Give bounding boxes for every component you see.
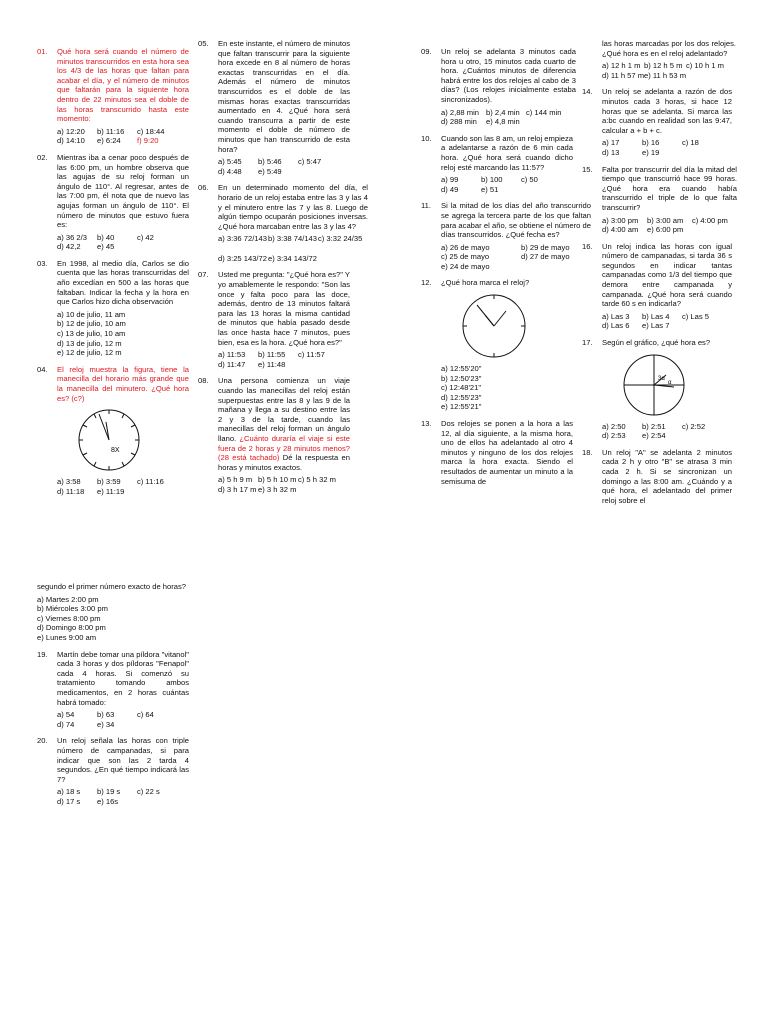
option[interactable]: c) Las 5 [682, 311, 710, 321]
option[interactable]: e) 19 [642, 147, 660, 157]
option[interactable]: e) 34 [97, 719, 115, 729]
option[interactable]: a) Martes 2:00 pm [37, 594, 99, 604]
column-1-lower [37, 582, 189, 813]
option[interactable]: e) Lunes 9:00 am [37, 632, 97, 642]
option[interactable]: c) 22 s [137, 787, 160, 797]
question-number: 07. [198, 270, 209, 280]
question-number: 19. [37, 649, 48, 659]
question-number: 18. [582, 447, 593, 457]
option[interactable]: e) 11 h 53 m [644, 70, 687, 80]
question-number: 05. [198, 39, 209, 48]
option[interactable]: a) 2,88 min [441, 107, 479, 117]
option[interactable]: c) 64 [137, 710, 154, 720]
question-19 [37, 650, 189, 730]
question-20 [37, 736, 189, 806]
question-number: 01. [37, 47, 48, 56]
question-number: 15. [582, 164, 593, 174]
option[interactable]: e) 6:24 [97, 136, 121, 146]
question-text: El reloj muestra la figura, tiene la manecilla del horario más grande que la manecilla del minutero. ¿Qué hora es? (c?) [57, 364, 189, 403]
answer-options [602, 138, 732, 157]
question-13-continued [582, 39, 736, 80]
option[interactable]: a) 99 [441, 175, 459, 185]
option[interactable]: d) 74 [57, 719, 75, 729]
option[interactable]: c) 5 h 32 m [298, 475, 336, 485]
option[interactable]: d) 42,2 [57, 242, 81, 252]
question-text: Un reloj se adelanta a razón de dos minutos cada 3 horas, si hace 12 horas que se adelanta. Si marca las a:bc cuando en realidad son las 9:47, calcular a + b + c. [602, 87, 732, 135]
option[interactable]: a) 3:36 72/143 [218, 234, 267, 244]
question-17 [582, 338, 732, 441]
question-number: 14. [582, 87, 593, 97]
question-16 [582, 242, 732, 331]
answer-options [441, 243, 591, 272]
question-08 [198, 376, 350, 494]
option[interactable]: a) 3:00 pm [602, 215, 639, 225]
option[interactable]: a) 26 de mayo [441, 242, 490, 252]
question-15 [582, 164, 737, 235]
option[interactable]: a) 12:20 [57, 126, 85, 136]
question-text: Un reloj señala las horas con triple número de campanadas, si para indicar que son las 2 tarda 4 segundos. ¿En qué tiempo indicará las 7? [57, 736, 189, 784]
column-2 [198, 39, 368, 502]
question-number: 13. [421, 419, 432, 429]
answer-options [57, 127, 189, 146]
question-01 [37, 47, 189, 146]
question-number: 09. [421, 47, 432, 56]
option[interactable]: a) 12:55'20" [441, 364, 482, 374]
question-number: 20. [37, 736, 48, 746]
option[interactable]: a) 36 2/3 [57, 232, 87, 242]
option[interactable]: b) 11:55 [258, 350, 286, 360]
option[interactable]: d) 27 de mayo [521, 252, 570, 262]
question-07 [198, 270, 350, 369]
question-text: Martín debe tomar una píldora "vitanol" cada 3 horas y dos píldoras "Fenapol" cada 4 horas. Si comenzó su tratamiento tomando ambos medicamentos, en 2 horas cuántas habrá tomado: [57, 649, 189, 707]
option[interactable]: b) 3:38 74/143 [268, 234, 317, 244]
option[interactable]: a) 54 [57, 710, 75, 720]
question-text: Dos relojes se ponen a la hora a las 12, al día siguiente, a la misma hora, uno de ellos ha adelantado al otro 4 minutos y ninguno de los dos relojes marca la hora exacta. Siendo el resultados de aumentar un minuto a la semisuma de [441, 419, 573, 486]
option[interactable]: c) 18:44 [137, 126, 165, 136]
question-number: 08. [198, 376, 209, 386]
question-text: En un determinado momento del día, el horario de un reloj estaba entre las 3 y las 4 y el minutero entre las 7 y las 8. Luego de algún tiempo ocuparán posiciones inversas. ¿Qué hora marcaban entre las 3 y las 4? [218, 183, 368, 231]
option[interactable]: c) 4:00 pm [692, 215, 728, 225]
question-10 [421, 134, 573, 195]
option[interactable]: d) 11:18 [57, 486, 85, 496]
option[interactable]: a) 10 de julio, 11 am [57, 309, 126, 319]
option[interactable]: d) 4:48 [218, 166, 242, 176]
question-09 [421, 47, 576, 127]
option[interactable]: b) 2,4 min [486, 107, 520, 117]
option[interactable]: a) 5 h 9 m [218, 475, 253, 485]
question-05 [198, 39, 350, 176]
question-number: 12. [421, 278, 432, 288]
question-text-highlight: ¿Cuánto duraría el viaje si este fuera de 2 horas y 28 minutos menos? (28 está tachado) [218, 433, 350, 463]
column-4 [582, 39, 737, 512]
question-13 [421, 419, 573, 486]
option[interactable]: a) 5:45 [218, 157, 242, 167]
clock-label: 8X [111, 447, 120, 455]
question-number: 11. [421, 201, 431, 211]
question-text: Según el gráfico, ¿qué hora es? [602, 338, 711, 348]
option[interactable]: a) 12 h 1 m [602, 61, 641, 71]
option[interactable]: e) 2:54 [642, 431, 666, 441]
option[interactable]: f) 9:20 [137, 136, 159, 146]
option[interactable]: b) 5:46 [258, 157, 282, 167]
answer-options [57, 310, 189, 358]
option[interactable]: d) 3:25 143/72 [218, 253, 267, 263]
answer-options [602, 216, 737, 235]
question-number: 03. [37, 258, 48, 268]
question-text-part: Dé la respuesta en horas y minutos exactos. [218, 453, 350, 472]
column-1 [37, 47, 189, 503]
question-number: 16. [582, 241, 593, 251]
option[interactable]: c) 18 [682, 138, 699, 148]
option[interactable]: c) 10 h 1 m [686, 61, 724, 71]
answer-options [218, 157, 350, 176]
option[interactable]: a) 3:58 [57, 477, 81, 487]
option[interactable]: e) 24 de mayo [441, 261, 490, 271]
option[interactable]: b) 63 [97, 710, 115, 720]
option[interactable]: a) 2:50 [602, 421, 626, 431]
question-06 [198, 183, 368, 263]
option[interactable]: b) 100 [481, 175, 503, 185]
option[interactable]: c) 42 [137, 232, 154, 242]
question-number: 02. [37, 152, 48, 162]
question-text: En este instante, el número de minutos que faltan transcurrir para la siguiente hora excede en 8 al número de horas exactas transcurridas en el día. Además el número de minutos transcurridos es el doble de las mismas horas exactas transcurridas aumentado en 4. ¿Qué hora será cuando transcurra a partir de este momento el doble de número de minutos que han transcurrido de esta hora? [218, 39, 350, 154]
option[interactable]: b) Miércoles 3:00 pm [37, 604, 108, 614]
angle-label: 3α [658, 375, 665, 382]
option[interactable]: c) 2:52 [682, 421, 706, 431]
question-text: segundo el primer número exacto de horas? [37, 582, 187, 591]
option[interactable]: a) Las 3 [602, 311, 630, 321]
option[interactable]: d) 12:55'23" [441, 392, 482, 402]
option[interactable]: d) 11:47 [218, 359, 246, 369]
option[interactable]: c) 144 min [526, 107, 562, 117]
option[interactable]: c) 3:32 24/35 [318, 234, 363, 244]
question-14 [582, 87, 732, 157]
question-number: 17. [582, 338, 593, 348]
question-text: Cuando son las 8 am, un reloj empieza a adelantarse a razón de 6 min cada hora. ¿Qué hora será cuando dicho reloj esté marcando las 11:57? [441, 133, 573, 172]
option[interactable]: e) 45 [97, 242, 115, 252]
option[interactable]: c) 11:57 [298, 350, 325, 360]
answer-options [57, 787, 189, 806]
question-12 [421, 278, 573, 412]
option[interactable]: e) 51 [481, 184, 499, 194]
option[interactable]: d) 11 h 57 m [602, 70, 645, 80]
option[interactable]: d) Domingo 8:00 pm [37, 623, 106, 633]
option[interactable]: b) 3:00 am [647, 215, 684, 225]
option[interactable]: b) 12:50'23" [441, 373, 482, 383]
answer-options [602, 422, 732, 441]
option[interactable]: b) 11:16 [97, 126, 125, 136]
question-text: Usted me pregunta: "¿Qué hora es?" Y yo amablemente le respondo: "Son las once y falta poco para las doce, además, dentro de 13 minutos faltará para las 13 horas la misma cantidad de minutos que había pasado desde las once hasta hace 7 minutos, pues bien, esa es la hora. ¿Qué hora es?" [218, 270, 350, 347]
option[interactable]: d) 2:53 [602, 431, 626, 441]
option[interactable]: a) 17 [602, 138, 620, 148]
option[interactable]: c) 13 de julio, 10 am [57, 329, 126, 339]
option[interactable]: d) 14:10 [57, 136, 85, 146]
option[interactable]: b) 16 [642, 138, 660, 148]
option[interactable]: d) 13 [602, 147, 620, 157]
option[interactable]: b) 2:51 [642, 421, 666, 431]
answer-options [218, 234, 368, 263]
option[interactable]: c) 25 de mayo [441, 252, 490, 262]
option[interactable]: c) 50 [521, 175, 538, 185]
question-text: ¿Qué hora marca el reloj? [441, 278, 530, 288]
option[interactable]: c) 12:48'21" [441, 383, 482, 393]
answer-options [441, 175, 573, 194]
option[interactable]: e) 3:34 143/72 [268, 253, 317, 263]
option[interactable]: b) 12 de julio, 10 am [57, 319, 126, 329]
answer-options [57, 233, 189, 252]
option[interactable]: e) 11:48 [258, 359, 286, 369]
question-text: En 1998, al medio día, Carlos se dio cuenta que las horas transcurridas del año excedían en 500 a las horas que faltaban. Indicar la fecha y la hora en que Carlos hizo dicha observación [57, 258, 189, 307]
answer-options [57, 710, 189, 729]
answer-options [57, 477, 189, 496]
option[interactable]: e) 12:55'21" [441, 402, 482, 412]
answer-options [602, 61, 736, 80]
option[interactable]: e) Las 7 [642, 321, 670, 331]
answer-options [441, 108, 576, 127]
option[interactable]: e) 4,8 min [486, 117, 520, 127]
question-text: Falta por transcurrir del día la mitad del tiempo que transcurrió hace 99 horas. ¿Qué hora era cuando había transcurrido el triple de lo que falta transcurrir? [602, 164, 737, 212]
option[interactable]: d) 3 h 17 m [218, 484, 257, 494]
question-text-part: Una persona comienza un viaje cuando las manecillas del reloj están superpuestas entre las 8 y las 9 de la mañana y llega a su destino entre las 2 y 3 de la tarde, cuando las manecillas del reloj forman un ángulo llano. [218, 376, 350, 443]
answer-options [37, 595, 189, 643]
question-04 [37, 365, 189, 497]
question-number: 06. [198, 183, 209, 193]
option[interactable]: a) 11:53 [218, 350, 246, 360]
answer-options [602, 312, 732, 331]
option[interactable]: c) 11:16 [137, 477, 164, 487]
question-text: Un reloj se adelanta 3 minutos cada hora u otro, 15 minutos cada cuarto de hora. ¿Cuántos minutos de diferencia habrá entre los dos relojes al cabo de 3 días? (Los relojes inicialmente estaba sincronizados). [441, 47, 576, 104]
option[interactable]: c) Viernes 8:00 pm [37, 613, 101, 623]
question-text: Un reloj "A" se adelanta 2 minutos cada 2 h y otro "B" se atrasa 3 min cada 2 h. Si se sincronizan un domingo a las 8:00 am. ¿Cuándo y a qué hora, el adelantado del primer reloj sobre el [602, 447, 732, 505]
question-number: 04. [37, 364, 48, 374]
question-text: Mientras iba a cenar poco después de las 6:00 pm, un hombre observa que las agujas de su reloj forman un ángulo de 110°. Al regresar, antes de las 7:00 pm, él nota que de nuevo las agujas forman un ángulo de 110°. El número de minutos que estuvo fuera es: [57, 152, 189, 230]
option[interactable]: e) 11:19 [97, 486, 125, 496]
question-text: Si la mitad de los días del año transcurrido se agrega la tercera parte de los que faltan para acabar el año, se obtiene el número de días transcurridos. ¿Qué fecha es? [441, 201, 591, 240]
option[interactable]: e) 3 h 32 m [258, 484, 297, 494]
question-03 [37, 259, 189, 358]
question-18-continued [37, 582, 189, 643]
option[interactable]: b) 5 h 10 m [258, 475, 297, 485]
angle-label: α [668, 379, 672, 386]
option[interactable]: b) 40 [97, 232, 115, 242]
option[interactable]: d) 17 s [57, 796, 81, 806]
clock-figure [77, 408, 141, 472]
question-02 [37, 153, 189, 252]
option[interactable]: e) 16s [97, 796, 119, 806]
option[interactable]: e) 6:00 pm [647, 225, 684, 235]
question-18 [582, 448, 732, 506]
option[interactable]: e) 12 de julio, 12 m [57, 348, 122, 358]
option[interactable]: a) 18 s [57, 787, 81, 797]
option[interactable]: d) 288 min [441, 117, 477, 127]
clock-figure [461, 293, 527, 359]
option[interactable]: b) Las 4 [642, 311, 670, 321]
option[interactable]: d) 4:00 am [602, 225, 639, 235]
option[interactable]: e) 5:49 [258, 166, 282, 176]
option[interactable]: b) 12 h 5 m [644, 61, 683, 71]
question-text: Qué hora será cuando el número de minutos transcurridos en esta hora sea los 4/3 de las horas que faltan para acabar el día, y el número de minutos que faltarán para la siguiente hora dentro de 22 minutos sea el doble de las horas transcurrido hasta este momento: [57, 47, 189, 124]
answer-options [218, 350, 350, 369]
question-text [218, 376, 350, 472]
option[interactable]: d) 13 de julio, 12 m [57, 338, 122, 348]
question-text: las horas marcadas por los dos relojes. ¿Qué hora es en el reloj adelantado? [602, 39, 736, 58]
option[interactable]: c) 5:47 [298, 157, 322, 167]
option[interactable]: b) 19 s [97, 787, 121, 797]
answer-options [441, 364, 573, 412]
question-text: Un reloj indica las horas con igual número de campanadas, si tarda 36 s segundos en indicar tantas campanadas como 1/3 del tiempo que demora entre campanada y campanada. ¿Qué hora será cuando tarde 60 s en indicarla? [602, 241, 732, 309]
clock-figure [622, 353, 686, 417]
option[interactable]: b) 29 de mayo [521, 242, 570, 252]
option[interactable]: b) 3:59 [97, 477, 121, 487]
option[interactable]: d) 49 [441, 184, 459, 194]
answer-options [218, 475, 350, 494]
option[interactable]: d) Las 6 [602, 321, 630, 331]
question-number: 10. [421, 133, 432, 143]
